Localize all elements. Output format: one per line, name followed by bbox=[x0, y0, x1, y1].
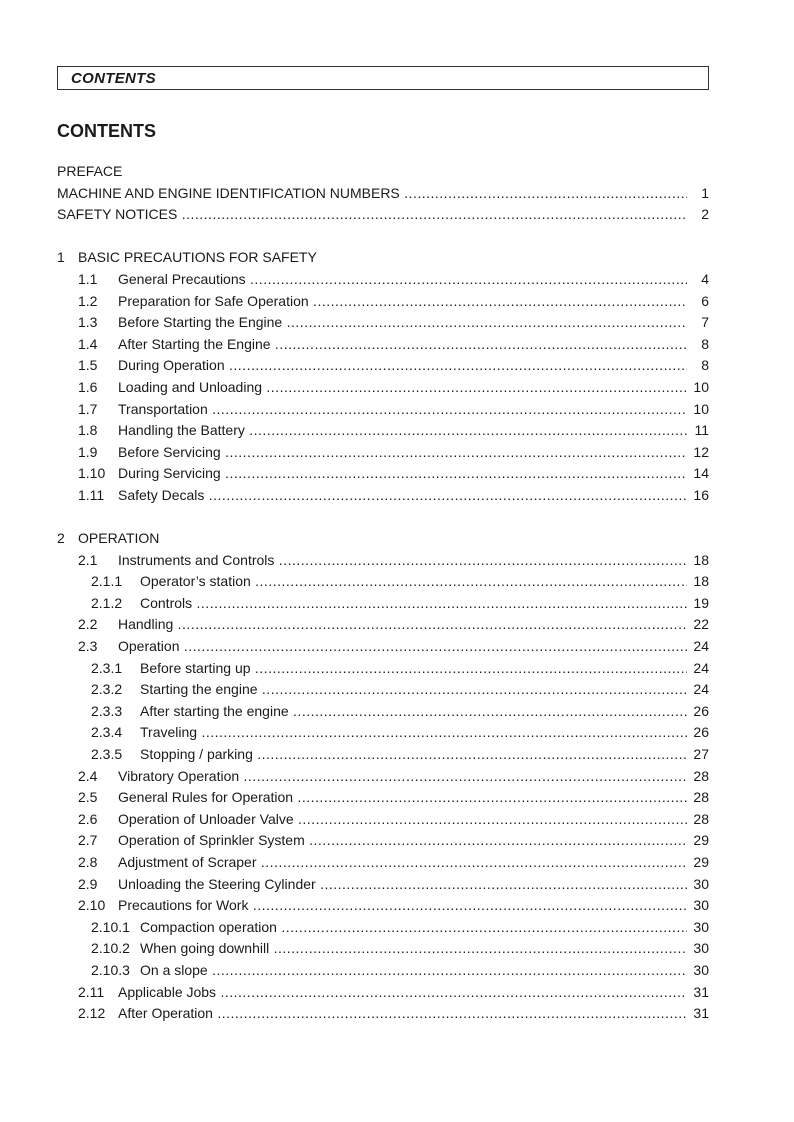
toc-entry-title: Traveling ..... bbox=[140, 722, 687, 744]
toc-entry-title: Before Starting the Engine ..... bbox=[118, 312, 687, 334]
toc-entry-number: 2.8 bbox=[78, 854, 98, 870]
toc-entry-title: General Rules for Operation ..... bbox=[118, 787, 687, 809]
toc-entry-number: 2.10 bbox=[78, 897, 106, 914]
toc-entry-title: Preparation for Safe Operation ..... bbox=[118, 291, 687, 313]
toc-entry-page: 14 bbox=[693, 465, 709, 482]
toc-entry-page: 6 bbox=[701, 292, 709, 309]
toc-entry[interactable] bbox=[57, 917, 709, 939]
toc-entry-title: Stopping / parking ..... bbox=[140, 744, 687, 766]
toc-entry[interactable] bbox=[57, 614, 709, 636]
toc-entry[interactable] bbox=[57, 895, 709, 917]
toc-entry-title: SAFETY NOTICES ..... bbox=[57, 204, 687, 226]
toc-entry-number: 1.5 bbox=[78, 357, 98, 374]
toc-entry-page: 10 bbox=[693, 378, 709, 395]
toc-entry[interactable] bbox=[57, 463, 709, 485]
toc-entry-number: 2.9 bbox=[78, 875, 98, 892]
toc-entry-number: 1.7 bbox=[78, 400, 98, 417]
toc-entry-number: 2.10.1 bbox=[91, 918, 130, 935]
toc-entry-number: 1.11 bbox=[78, 486, 105, 503]
toc-entry[interactable] bbox=[57, 420, 709, 442]
toc-entry[interactable] bbox=[57, 960, 709, 982]
toc-entry-title: After Operation ..... bbox=[118, 1003, 687, 1025]
toc-entry[interactable] bbox=[57, 442, 709, 464]
toc-entry-title: Operation of Unloader Valve ..... bbox=[118, 809, 687, 831]
toc-entry-page: 28 bbox=[693, 789, 709, 806]
toc-entry[interactable] bbox=[57, 722, 709, 744]
toc-entry[interactable] bbox=[57, 204, 709, 226]
toc-entry-page: 26 bbox=[693, 724, 709, 741]
toc-entry-title: Instruments and Controls ..... bbox=[118, 550, 687, 572]
toc-entry-number: 2.3 bbox=[78, 638, 98, 655]
toc-entry-title: General Precautions ..... bbox=[118, 269, 687, 291]
toc-entry-number: 1.3 bbox=[78, 314, 98, 331]
toc-entry-number: 1.1 bbox=[78, 270, 98, 287]
toc-entry-title: Precautions for Work ..... bbox=[118, 895, 687, 917]
toc-entry-number: 2.3.3 bbox=[91, 702, 123, 719]
toc-entry-number: 2.12 bbox=[78, 1005, 106, 1022]
toc-entry[interactable] bbox=[57, 744, 709, 766]
toc-entry-page: 8 bbox=[701, 335, 709, 352]
toc-entry-number: 1.6 bbox=[78, 378, 98, 395]
toc-entry[interactable] bbox=[57, 830, 709, 852]
toc-entry-title: Operation of Sprinkler System ..... bbox=[118, 830, 687, 852]
toc-entry[interactable] bbox=[57, 399, 709, 421]
toc-entry[interactable] bbox=[57, 679, 709, 701]
toc-entry-title: Operation ..... bbox=[118, 636, 687, 658]
toc-entry-number: 2.5 bbox=[78, 789, 98, 806]
toc-entry-title: Starting the engine ..... bbox=[140, 679, 687, 701]
toc-entry-number: 1.10 bbox=[78, 465, 106, 482]
toc-entry-page: 29 bbox=[693, 854, 709, 870]
toc-entry-page: 7 bbox=[701, 314, 709, 331]
toc-entry-page: 30 bbox=[693, 940, 709, 957]
toc-entry-page: 30 bbox=[693, 875, 709, 892]
toc-entry-page: 30 bbox=[693, 918, 709, 935]
toc-entry-title: Vibratory Operation ..... bbox=[118, 766, 687, 788]
toc-entry-number: 2.4 bbox=[78, 767, 98, 784]
toc-entry-title: Controls ..... bbox=[140, 593, 687, 615]
toc-entry[interactable] bbox=[57, 636, 709, 658]
toc-entry-title: Safety Decals ..... bbox=[118, 485, 687, 507]
toc-entry[interactable] bbox=[57, 852, 709, 874]
toc-entry-page: 29 bbox=[693, 832, 709, 849]
toc-entry[interactable] bbox=[57, 485, 709, 507]
toc-entry[interactable] bbox=[57, 183, 709, 205]
toc-entry[interactable] bbox=[57, 701, 709, 723]
toc-entry[interactable] bbox=[57, 355, 709, 377]
toc-entry-page: 30 bbox=[693, 897, 709, 914]
toc-entry-page: 18 bbox=[693, 551, 709, 568]
toc-entry-page: 31 bbox=[693, 1005, 709, 1022]
toc-entry-title: Handling ..... bbox=[118, 614, 687, 636]
toc-entry-number: 2.10.2 bbox=[91, 940, 130, 957]
toc-entry-title: Operator’s station ..... bbox=[140, 571, 687, 593]
toc-entry-page: 31 bbox=[693, 983, 709, 1000]
toc-entry[interactable] bbox=[57, 766, 709, 788]
toc-entry-page: 24 bbox=[693, 659, 709, 676]
toc-entry-page: 28 bbox=[693, 810, 709, 827]
toc-entry[interactable] bbox=[57, 809, 709, 831]
toc-entry-number: 2.1 bbox=[78, 551, 98, 568]
toc-entry-title: MACHINE AND ENGINE IDENTIFICATION NUMBERS ..... bbox=[57, 183, 687, 205]
toc-entry-page: 18 bbox=[693, 573, 709, 590]
toc-entry-number: 2.1.1 bbox=[91, 573, 123, 590]
running-header bbox=[57, 66, 709, 90]
toc-entry-number: 1.2 bbox=[78, 292, 98, 309]
toc-entry[interactable] bbox=[57, 787, 709, 809]
toc-entry-number: 1.8 bbox=[78, 422, 98, 439]
toc-entry[interactable] bbox=[57, 269, 709, 291]
toc-entry[interactable] bbox=[57, 528, 709, 550]
toc-entry-title: During Servicing ..... bbox=[118, 463, 687, 485]
toc-entry-page: 26 bbox=[693, 702, 709, 719]
toc-entry-page: 22 bbox=[693, 616, 709, 633]
toc-entry-title: Before starting up ..... bbox=[140, 658, 687, 680]
toc-entry-page: 16 bbox=[693, 486, 709, 503]
toc-entry-number: 2.3.1 bbox=[91, 659, 123, 676]
toc-entry-number: 2.3.2 bbox=[91, 681, 123, 698]
toc-entry-title: Compaction operation ..... bbox=[140, 917, 687, 939]
toc-entry-title: BASIC PRECAUTIONS FOR SAFETY bbox=[78, 249, 317, 266]
toc-entry-page: 8 bbox=[701, 357, 709, 374]
toc-entry-number: 2 bbox=[57, 530, 65, 547]
toc-entry-page: 10 bbox=[693, 400, 709, 417]
toc-entry[interactable] bbox=[57, 571, 709, 593]
toc-entry-number: 2.1.2 bbox=[91, 594, 123, 611]
toc-entry[interactable] bbox=[57, 247, 709, 269]
toc-entry-title: After starting the engine ..... bbox=[140, 701, 687, 723]
toc-entry-title: Unloading the Steering Cylinder ..... bbox=[118, 874, 687, 896]
toc-entry[interactable] bbox=[57, 377, 709, 399]
toc-entry-number: 2.3.4 bbox=[91, 724, 123, 741]
toc-entry[interactable] bbox=[57, 161, 709, 183]
toc-entry-number: 2.11 bbox=[78, 983, 105, 1000]
toc-entry[interactable] bbox=[57, 938, 709, 960]
toc-entry[interactable] bbox=[57, 291, 709, 313]
toc-entry[interactable] bbox=[57, 658, 709, 680]
toc-entry-number: 2.2 bbox=[78, 616, 98, 633]
table-of-contents bbox=[57, 161, 709, 1025]
toc-entry-page: 30 bbox=[693, 961, 709, 978]
toc-entry-title: During Operation ..... bbox=[118, 355, 687, 377]
toc-entry-title: PREFACE bbox=[57, 163, 123, 179]
toc-entry-title: Handling the Battery ..... bbox=[118, 420, 687, 442]
toc-entry-title: Before Servicing ..... bbox=[118, 442, 687, 464]
toc-entry-page: 11 bbox=[694, 422, 709, 439]
toc-entry-title: Adjustment of Scraper ..... bbox=[118, 852, 687, 874]
toc-entry[interactable] bbox=[57, 1003, 709, 1025]
toc-entry-title: OPERATION bbox=[78, 530, 160, 547]
toc-entry-number: 1.9 bbox=[78, 443, 98, 460]
toc-spacer bbox=[57, 226, 709, 248]
toc-entry-page: 12 bbox=[693, 443, 709, 460]
toc-entry-number: 1.4 bbox=[78, 335, 98, 352]
toc-entry-page: 19 bbox=[693, 594, 709, 611]
toc-entry-title: After Starting the Engine ..... bbox=[118, 334, 687, 356]
toc-entry-title: Applicable Jobs ..... bbox=[118, 982, 687, 1004]
toc-entry-number: 2.7 bbox=[78, 832, 98, 849]
toc-entry-number: 2.10.3 bbox=[91, 961, 130, 978]
toc-entry-title: On a slope ..... bbox=[140, 960, 687, 982]
toc-entry-page: 4 bbox=[701, 270, 709, 287]
page-title: CONTENTS bbox=[57, 121, 156, 141]
toc-entry-page: 1 bbox=[701, 184, 709, 201]
toc-entry[interactable] bbox=[57, 312, 709, 334]
toc-entry[interactable] bbox=[57, 874, 709, 896]
toc-entry-title: When going downhill ..... bbox=[140, 938, 687, 960]
toc-entry[interactable] bbox=[57, 550, 709, 572]
toc-entry-page: 2 bbox=[701, 206, 709, 223]
running-header-label: CONTENTS bbox=[71, 70, 156, 87]
toc-entry[interactable] bbox=[57, 982, 709, 1004]
toc-entry-page: 27 bbox=[693, 746, 709, 763]
toc-entry-title: Transportation ..... bbox=[118, 399, 687, 421]
toc-entry-page: 28 bbox=[693, 767, 709, 784]
toc-entry-number: 1 bbox=[57, 249, 65, 266]
toc-entry-number: 2.6 bbox=[78, 810, 98, 827]
toc-entry-number: 2.3.5 bbox=[91, 746, 123, 763]
toc-entry-page: 24 bbox=[693, 638, 709, 655]
toc-entry-title: Loading and Unloading ..... bbox=[118, 377, 687, 399]
toc-entry[interactable] bbox=[57, 334, 709, 356]
toc-spacer bbox=[57, 507, 709, 529]
toc-entry[interactable] bbox=[57, 593, 709, 615]
toc-entry-page: 24 bbox=[693, 681, 709, 698]
